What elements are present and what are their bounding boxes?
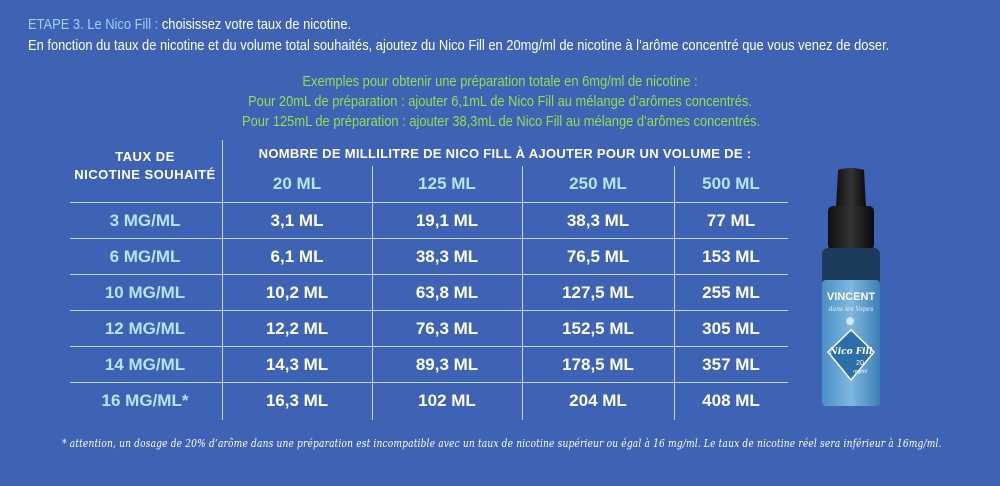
table-row <box>70 274 788 311</box>
cell: 63,8 ML <box>415 283 479 302</box>
cell: 305 ML <box>702 319 760 338</box>
col-header-125ml: 125 ML <box>418 174 476 193</box>
cell: 204 ML <box>569 391 627 410</box>
cell: 153 ML <box>702 247 760 266</box>
row-label: 6 MG/ML <box>109 247 181 266</box>
cell: 38,3 ML <box>415 247 479 266</box>
cell: 178,5 ML <box>562 355 634 374</box>
cell: 255 ML <box>702 283 760 302</box>
cell: 14,3 ML <box>265 355 329 374</box>
bottle-cap <box>836 168 866 208</box>
cell: 76,3 ML <box>415 319 479 338</box>
table-row <box>70 202 788 239</box>
strength-unit: mg/ml <box>853 369 867 375</box>
nico-fill-bottle-image <box>808 168 894 408</box>
cell: 357 ML <box>702 355 760 374</box>
brand-text: VINCENT <box>826 291 876 303</box>
cell: 6,1 ML <box>270 247 324 266</box>
cell: 76,5 ML <box>566 247 630 266</box>
cell: 77 ML <box>706 211 756 230</box>
table-row <box>70 382 788 419</box>
step-text: choisissez votre taux de nicotine. <box>158 16 352 33</box>
row-label: 10 MG/ML <box>104 283 186 302</box>
table-row <box>70 310 788 347</box>
cell: 127,5 ML <box>562 283 634 302</box>
table-row <box>70 238 788 275</box>
bottle-cap-base <box>828 206 874 250</box>
product-name: Nico Fill <box>829 347 873 357</box>
column-group-title: NOMBRE DE MILLILITRE DE NICO FILL À AJOUTER POUR UN VOLUME DE : <box>258 146 752 161</box>
cell: 16,3 ML <box>265 391 329 410</box>
intro-line-2: En fonction du taux de nicotine et du volume total souhaités, ajoutez du Nico Fill en 20mg/ml de nicotine à l’arôme concentré que vous venez de doser. <box>28 37 890 54</box>
cell: 152,5 ML <box>562 319 634 338</box>
cell: 408 ML <box>702 391 760 410</box>
row-label: 3 MG/ML <box>109 211 181 230</box>
col-header-20ml: 20 ML <box>272 174 322 193</box>
cell: 102 ML <box>418 391 476 410</box>
intro-line-1 <box>28 14 889 35</box>
examples-block <box>242 72 761 132</box>
row-label: 14 MG/ML <box>104 355 186 374</box>
example-line-125ml: Pour 125mL de préparation : ajouter 38,3mL de Nico Fill au mélange d’arômes concentrés. <box>242 113 761 130</box>
nicotine-table <box>70 140 788 420</box>
col-header-250ml: 250 ML <box>569 174 627 193</box>
cell: 12,2 ML <box>265 319 329 338</box>
row-header: TAUX DE NICOTINE SOUHAITÉ <box>74 149 216 182</box>
cell: 19,1 ML <box>415 211 479 230</box>
cell: 3,1 ML <box>270 211 324 230</box>
col-header-500ml: 500 ML <box>702 174 760 193</box>
intro-text <box>28 14 889 56</box>
footnote: * attention, un dosage de 20% d’arôme dans une préparation est incompatible avec un taux de nicotine supérieur ou égal à 16 mg/ml. Le taux de nicotine réel sera inférieur à 16mg/ml. <box>62 436 942 450</box>
cell: 89,3 ML <box>415 355 479 374</box>
example-line-20ml: Pour 20mL de préparation : ajouter 6,1mL de Nico Fill au mélange d’arômes concentrés. <box>248 93 752 110</box>
cell: 10,2 ML <box>265 283 329 302</box>
row-label: 16 MG/ML* <box>101 391 189 410</box>
cell: 38,3 ML <box>566 211 630 230</box>
brand-subtext: dans les Vapes <box>828 306 874 313</box>
strength-value: 20 <box>856 360 864 367</box>
example-line-title: Exemples pour obtenir une préparation totale en 6mg/ml de nicotine : <box>302 73 698 90</box>
row-label: 12 MG/ML <box>104 319 186 338</box>
table-row <box>70 346 788 383</box>
step-label: ETAPE 3. Le Nico Fill : <box>28 16 159 33</box>
